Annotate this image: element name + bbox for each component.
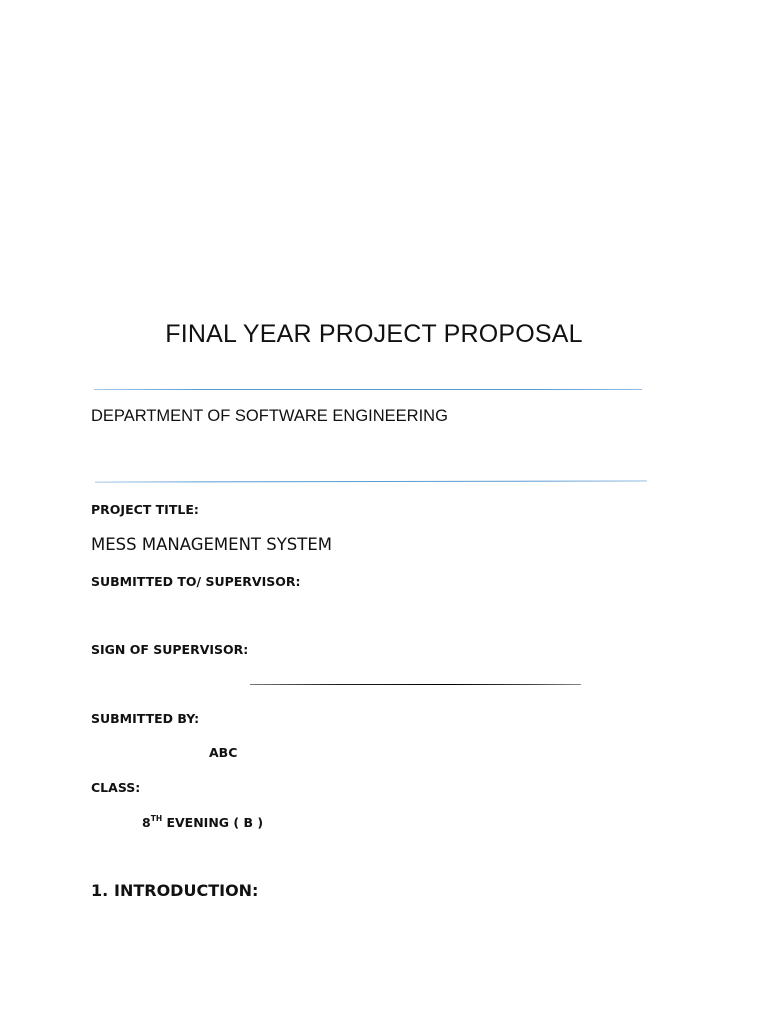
- title-divider: [94, 389, 642, 390]
- submitted-by-label: SUBMITTED BY:: [91, 711, 200, 726]
- document-title: FINAL YEAR PROJECT PROPOSAL: [165, 320, 583, 348]
- signature-line: [250, 684, 581, 685]
- section-number: 1.: [91, 881, 109, 900]
- department-divider: [95, 480, 647, 482]
- project-title-label: PROJECT TITLE:: [91, 502, 199, 517]
- submitted-by-value: ABC: [209, 745, 238, 760]
- submitted-to-label: SUBMITTED TO/ SUPERVISOR:: [91, 574, 301, 589]
- class-number: 8: [142, 815, 151, 830]
- section-title: INTRODUCTION:: [114, 881, 259, 900]
- department-name: DEPARTMENT OF SOFTWARE ENGINEERING: [91, 407, 448, 425]
- project-title-value: MESS MANAGEMENT SYSTEM: [91, 535, 333, 554]
- class-section: EVENING ( B ): [162, 815, 264, 830]
- class-label: CLASS:: [91, 780, 141, 795]
- section-heading-introduction: [91, 881, 258, 900]
- class-value: [142, 815, 263, 830]
- class-ordinal-suffix: TH: [150, 814, 163, 823]
- sign-of-supervisor-label: SIGN OF SUPERVISOR:: [91, 642, 249, 657]
